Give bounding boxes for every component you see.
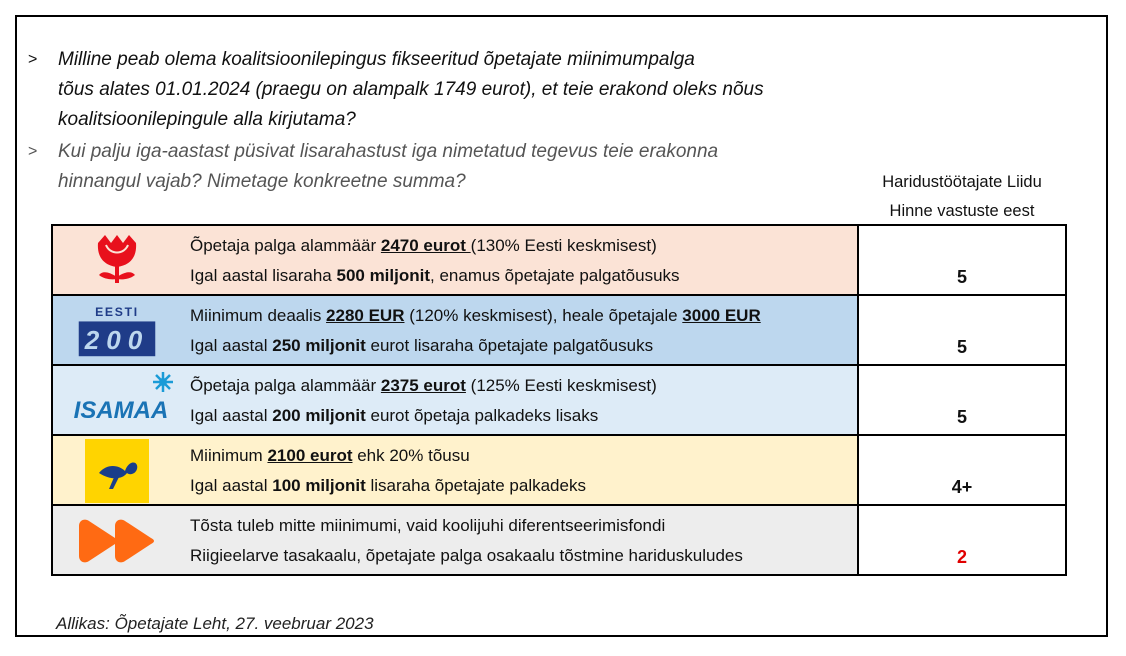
- table-row: [52, 225, 1066, 295]
- question-1-line-1: Milline peab olema koalitsioonilepingus fikseeritud õpetajate miinimumpalga: [58, 49, 695, 70]
- party-line-1: Õpetaja palga alammäär 2375 eurot (125% Eesti keskmisest): [190, 376, 657, 395]
- party-cell: [52, 225, 858, 295]
- rose-icon: [77, 230, 157, 292]
- score-cell: [858, 295, 1066, 365]
- party-line-2: Riigieelarve tasakaalu, õpetajate palga osakaalu tõstmine hariduskuludes: [190, 546, 743, 565]
- score-value: 5: [956, 337, 967, 357]
- table-row: [52, 435, 1066, 505]
- svg-text:EESTI: EESTI: [95, 305, 139, 320]
- table-row: [52, 505, 1066, 575]
- question-1-marker: >: [28, 51, 38, 68]
- question-2-marker: >: [28, 143, 38, 160]
- party-comparison-table: [51, 224, 1067, 576]
- party-line-2: Igal aastal 200 miljonit eurot õpetaja palkadeks lisaks: [190, 406, 599, 425]
- score-value: 5: [956, 407, 967, 427]
- party-cell: [52, 435, 858, 505]
- party-cell: [52, 365, 858, 435]
- party-line-2: Igal aastal 250 miljonit eurot lisaraha õpetajate palgatõusuks: [190, 336, 654, 355]
- squirrel-icon: [77, 440, 157, 502]
- party-line-2: Igal aastal 100 miljonit lisaraha õpetajate palkadeks: [190, 476, 586, 495]
- question-2-line-1: Kui palju iga-aastast püsivat lisarahastust iga nimetatud tegevus teie erakonna: [58, 141, 719, 162]
- party-cell: [52, 295, 858, 365]
- party-line-2: Igal aastal lisaraha 500 miljonit, enamus õpetajate palgatõusuks: [190, 266, 680, 285]
- party-line-1: Miinimum 2100 eurot ehk 20% tõusu: [190, 446, 470, 465]
- score-cell: [858, 365, 1066, 435]
- svg-text:ISAMAA: ISAMAA: [73, 397, 169, 424]
- table-row: [52, 365, 1066, 435]
- party-line-1: Miinimum deaalis 2280 EUR (120% keskmisest), heale õpetajale 3000 EUR: [190, 306, 761, 325]
- source-caption: Allikas: Õpetajate Leht, 27. veebruar 2023: [56, 614, 374, 633]
- party-line-1: Tõsta tuleb mitte miinimumi, vaid koolijuhi diferentseerimisfondi: [190, 516, 666, 535]
- party-cell: [52, 505, 858, 575]
- question-2: [28, 137, 718, 197]
- score-value: 4+: [951, 477, 973, 497]
- svg-text:200: 200: [84, 325, 150, 356]
- score-column-header: [858, 168, 1066, 226]
- score-value: 5: [956, 267, 967, 287]
- score-value: 2: [956, 547, 967, 567]
- table-row: [52, 295, 1066, 365]
- party-line-1: Õpetaja palga alammäär 2470 eurot (130% Eesti keskmisest): [190, 236, 657, 255]
- eesti200-logo: [77, 300, 157, 362]
- score-cell: [858, 435, 1066, 505]
- score-header-line-2: Hinne vastuste eest: [889, 202, 1035, 220]
- score-cell: [858, 225, 1066, 295]
- score-header-line-1: Haridustöötajate Liidu: [882, 173, 1042, 191]
- question-1-line-2: tõus alates 01.01.2024 (praegu on alampalk 1749 eurot), et teie erakond oleks nõus: [58, 79, 764, 100]
- question-1-line-3: koalitsioonilepingule alla kirjutama?: [58, 109, 356, 130]
- isamaa-logo: [63, 370, 183, 432]
- score-cell: [858, 505, 1066, 575]
- question-1: [28, 45, 764, 135]
- fast-forward-icon: [77, 510, 157, 572]
- question-2-line-2: hinnangul vajab? Nimetage konkreetne summa?: [58, 171, 466, 192]
